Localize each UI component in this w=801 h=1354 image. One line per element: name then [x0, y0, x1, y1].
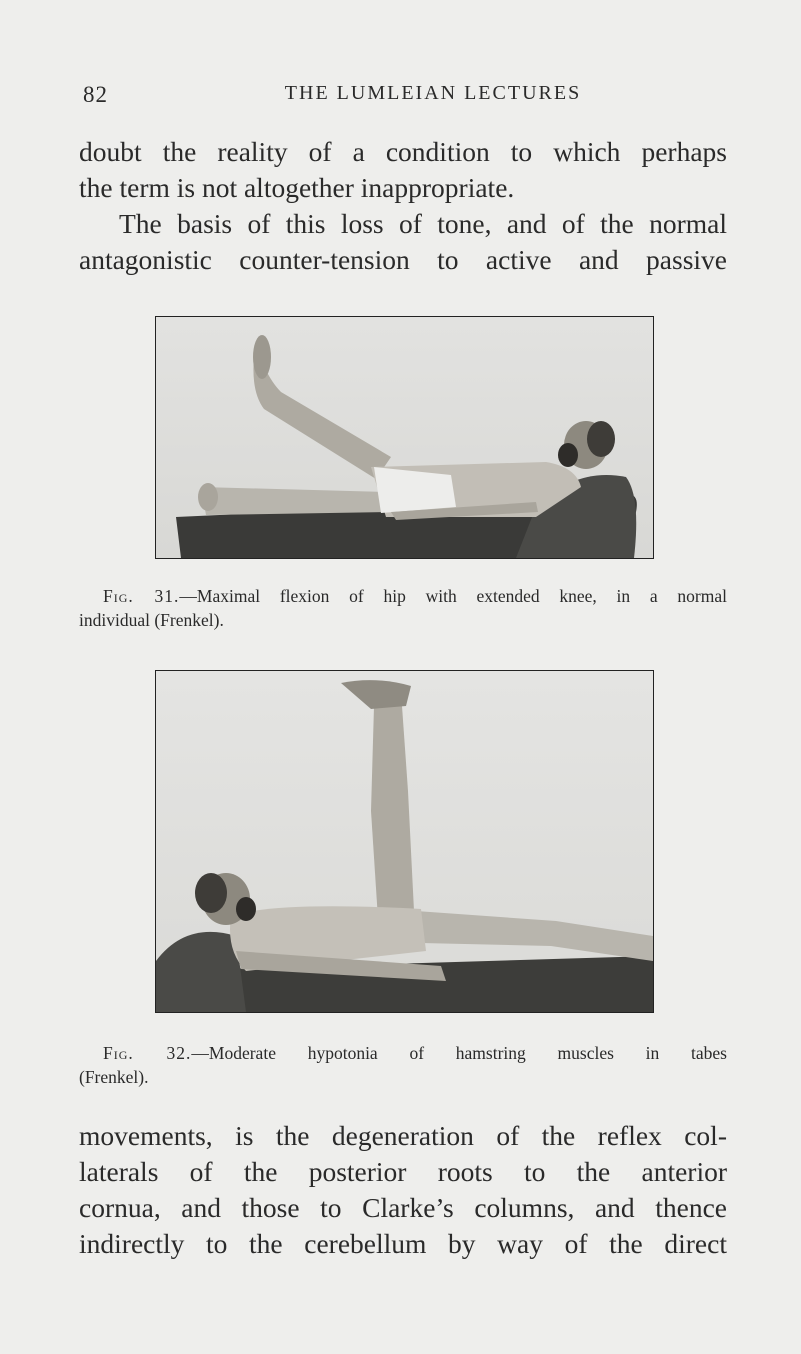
- figure-31-photo: [155, 316, 654, 559]
- text-line: cornua, and those to Clarke’s columns, and thence: [79, 1192, 727, 1223]
- figure-32-photo: [155, 670, 654, 1013]
- text-line: indirectly to the cerebellum by way of the direct: [79, 1228, 727, 1259]
- text-line: the term is not altogether inappropriate.: [79, 172, 515, 203]
- text-line: The basis of this loss of tone, and of the normal: [119, 208, 727, 239]
- text-line: movements, is the degeneration of the reflex col-: [79, 1120, 727, 1151]
- text-line: doubt the reality of a condition to which perhaps: [79, 136, 727, 167]
- caption-text: —Maximal flexion of hip with extended knee, in a normal: [179, 586, 727, 606]
- caption-text: —Moderate hypotonia of hamstring muscles in tabes: [191, 1043, 727, 1063]
- text-line: antagonistic counter-tension to active and passive: [79, 244, 727, 275]
- figure-label: Fig. 31.: [103, 586, 180, 606]
- running-head: THE LUMLEIAN LECTURES: [284, 82, 582, 104]
- figure-31-caption: [79, 584, 727, 632]
- bottom-paragraph: [79, 1118, 727, 1262]
- figure-32-illustration: [156, 671, 653, 1012]
- figure-label: Fig. 32.: [103, 1043, 192, 1063]
- page-number: 82: [83, 82, 108, 107]
- text-line: laterals of the posterior roots to the anterior: [79, 1156, 727, 1187]
- caption-text: individual (Frenkel).: [79, 610, 224, 630]
- top-paragraph: [79, 134, 727, 278]
- page-header: [83, 82, 723, 112]
- figure-32-caption: [79, 1041, 727, 1089]
- figure-31-illustration: [156, 317, 653, 558]
- caption-text: (Frenkel).: [79, 1067, 149, 1087]
